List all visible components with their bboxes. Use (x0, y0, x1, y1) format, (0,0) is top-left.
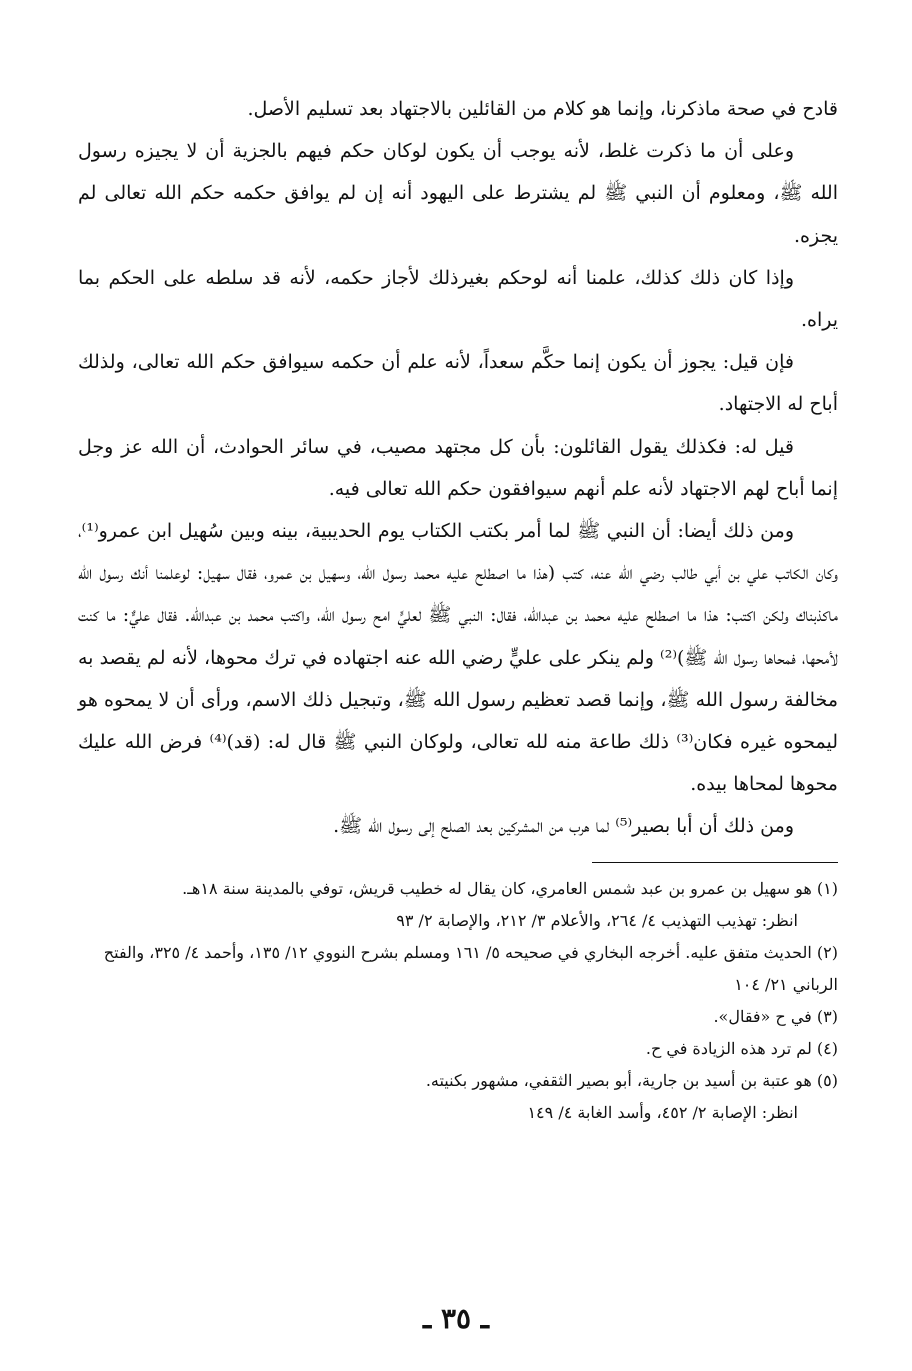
paragraph: قيل له: فكذلك يقول القائلون: بأن كل مجتهد مصيب، في سائر الحوادث، أن الله عز وجل إنما أباح لهم الاجتهاد لأنه علم أنهم سيوافقون حكم الله تعالى فيه. (78, 435, 838, 500)
footnote: (٣) في ح «فقال». (713, 1006, 838, 1026)
footnote: (٥) هو عتبة بن أسيد بن جارية، أبو بصير الثقفي، مشهور بكنيته. (425, 1070, 838, 1090)
paragraph: وعلى أن ما ذكرت غلط، لأنه يوجب أن يكون لوكان حكم فيهم بالجزية أن لا يجيزه رسول الله ﷺ، ومعلوم أن النبي ﷺ لم يشترط على اليهود أنه إن لم يوافق حكمه حكم الله تعالى لم يجزه. (78, 140, 838, 247)
footnote-reference: انظر: الإصابة ٢/ ٤٥٢، وأسد الغابة ٤/ ١٤٩ (527, 1102, 798, 1122)
paragraph: وإذا كان ذلك كذلك، علمنا أنه لوحكم بغيرذلك لأجاز حكمه، لأنه قد سلطه على الحكم بما يراه. (78, 266, 838, 332)
main-text (78, 88, 838, 848)
paragraph: فإن قيل: يجوز أن يكون إنما حكَّم سعداً، لأنه علم أن حكمه سيوافق حكم الله تعالى، ولذلك أباح له الاجتهاد. (78, 351, 838, 416)
footnote-divider (592, 862, 838, 863)
paragraph: ومن ذلك أن أبا بصير⁽⁵⁾ لما هرب من المشركين بعد الصلح إلى رسول الله ﷺ. (333, 815, 794, 838)
footnote: (٤) لم ترد هذه الزيادة في ح. (645, 1038, 838, 1058)
footnote: (١) هو سهيل بن عمرو بن عبد شمس العامري، كان يقال له خطيب قريش، توفي بالمدينة سنة ١٨هـ. (182, 878, 838, 898)
paragraph: قادح في صحة ماذكرنا، وإنما هو كلام من القائلين بالاجتهاد بعد تسليم الأصل. (247, 98, 838, 120)
page-number: ـ ٣٥ ـ (423, 1302, 489, 1335)
footnotes (78, 873, 838, 1129)
page (78, 88, 838, 1129)
paragraph: ومن ذلك أيضا: أن النبي ﷺ لما أمر بكتب الكتاب يوم الحديبية، بينه وبين سُهيل ابن عمرو⁽¹⁾، وكان الكاتب علي بن أبي طالب رضي الله عنه، كتب (هذا ما اصطلح عليه محمد رسول الله، وسهيل بن عمرو، فقال سهيل: لوعلمنا أنك رسول الله ماكذبناك ولكن اكتب: هذا ما اصطلح عليه محمد بن عبدالله، فقال: النبي ﷺ لعليٍّ امح رسول الله، واكتب محمد بن عبدالله. فقال عليٌّ: ما كنت لأمحها، فمحاها رسول الله ﷺ)⁽²⁾ ولم ينكر على عليٍّ رضي الله عنه اجتهاده في ترك محوها، لأنه لم يقصد به مخالفة رسول الله ﷺ، وإنما قصد تعظيم رسول الله ﷺ، وتبجيل ذلك الاسم، ورأى أن لا يمحوه هو ليمحوه غيره فكان⁽³⁾ ذلك طاعة منه لله تعالى، ولوكان النبي ﷺ قال له: (قد)⁽⁴⁾ فرض الله عليك محوها لمحاها بيده. (78, 520, 838, 796)
footnote-reference: انظر: تهذيب التهذيب ٤/ ٢٦٤، والأعلام ٣/ ٢١٢، والإصابة ٢/ ٩٣ (396, 910, 798, 930)
footnote: (٢) الحديث متفق عليه. أخرجه البخاري في صحيحه ٥/ ١٦١ ومسلم بشرح النووي ١٢/ ١٣٥، وأحمد ٤/ ٣٢٥، والفتح الرباني ٢١/ ١٠٤ (103, 942, 838, 994)
